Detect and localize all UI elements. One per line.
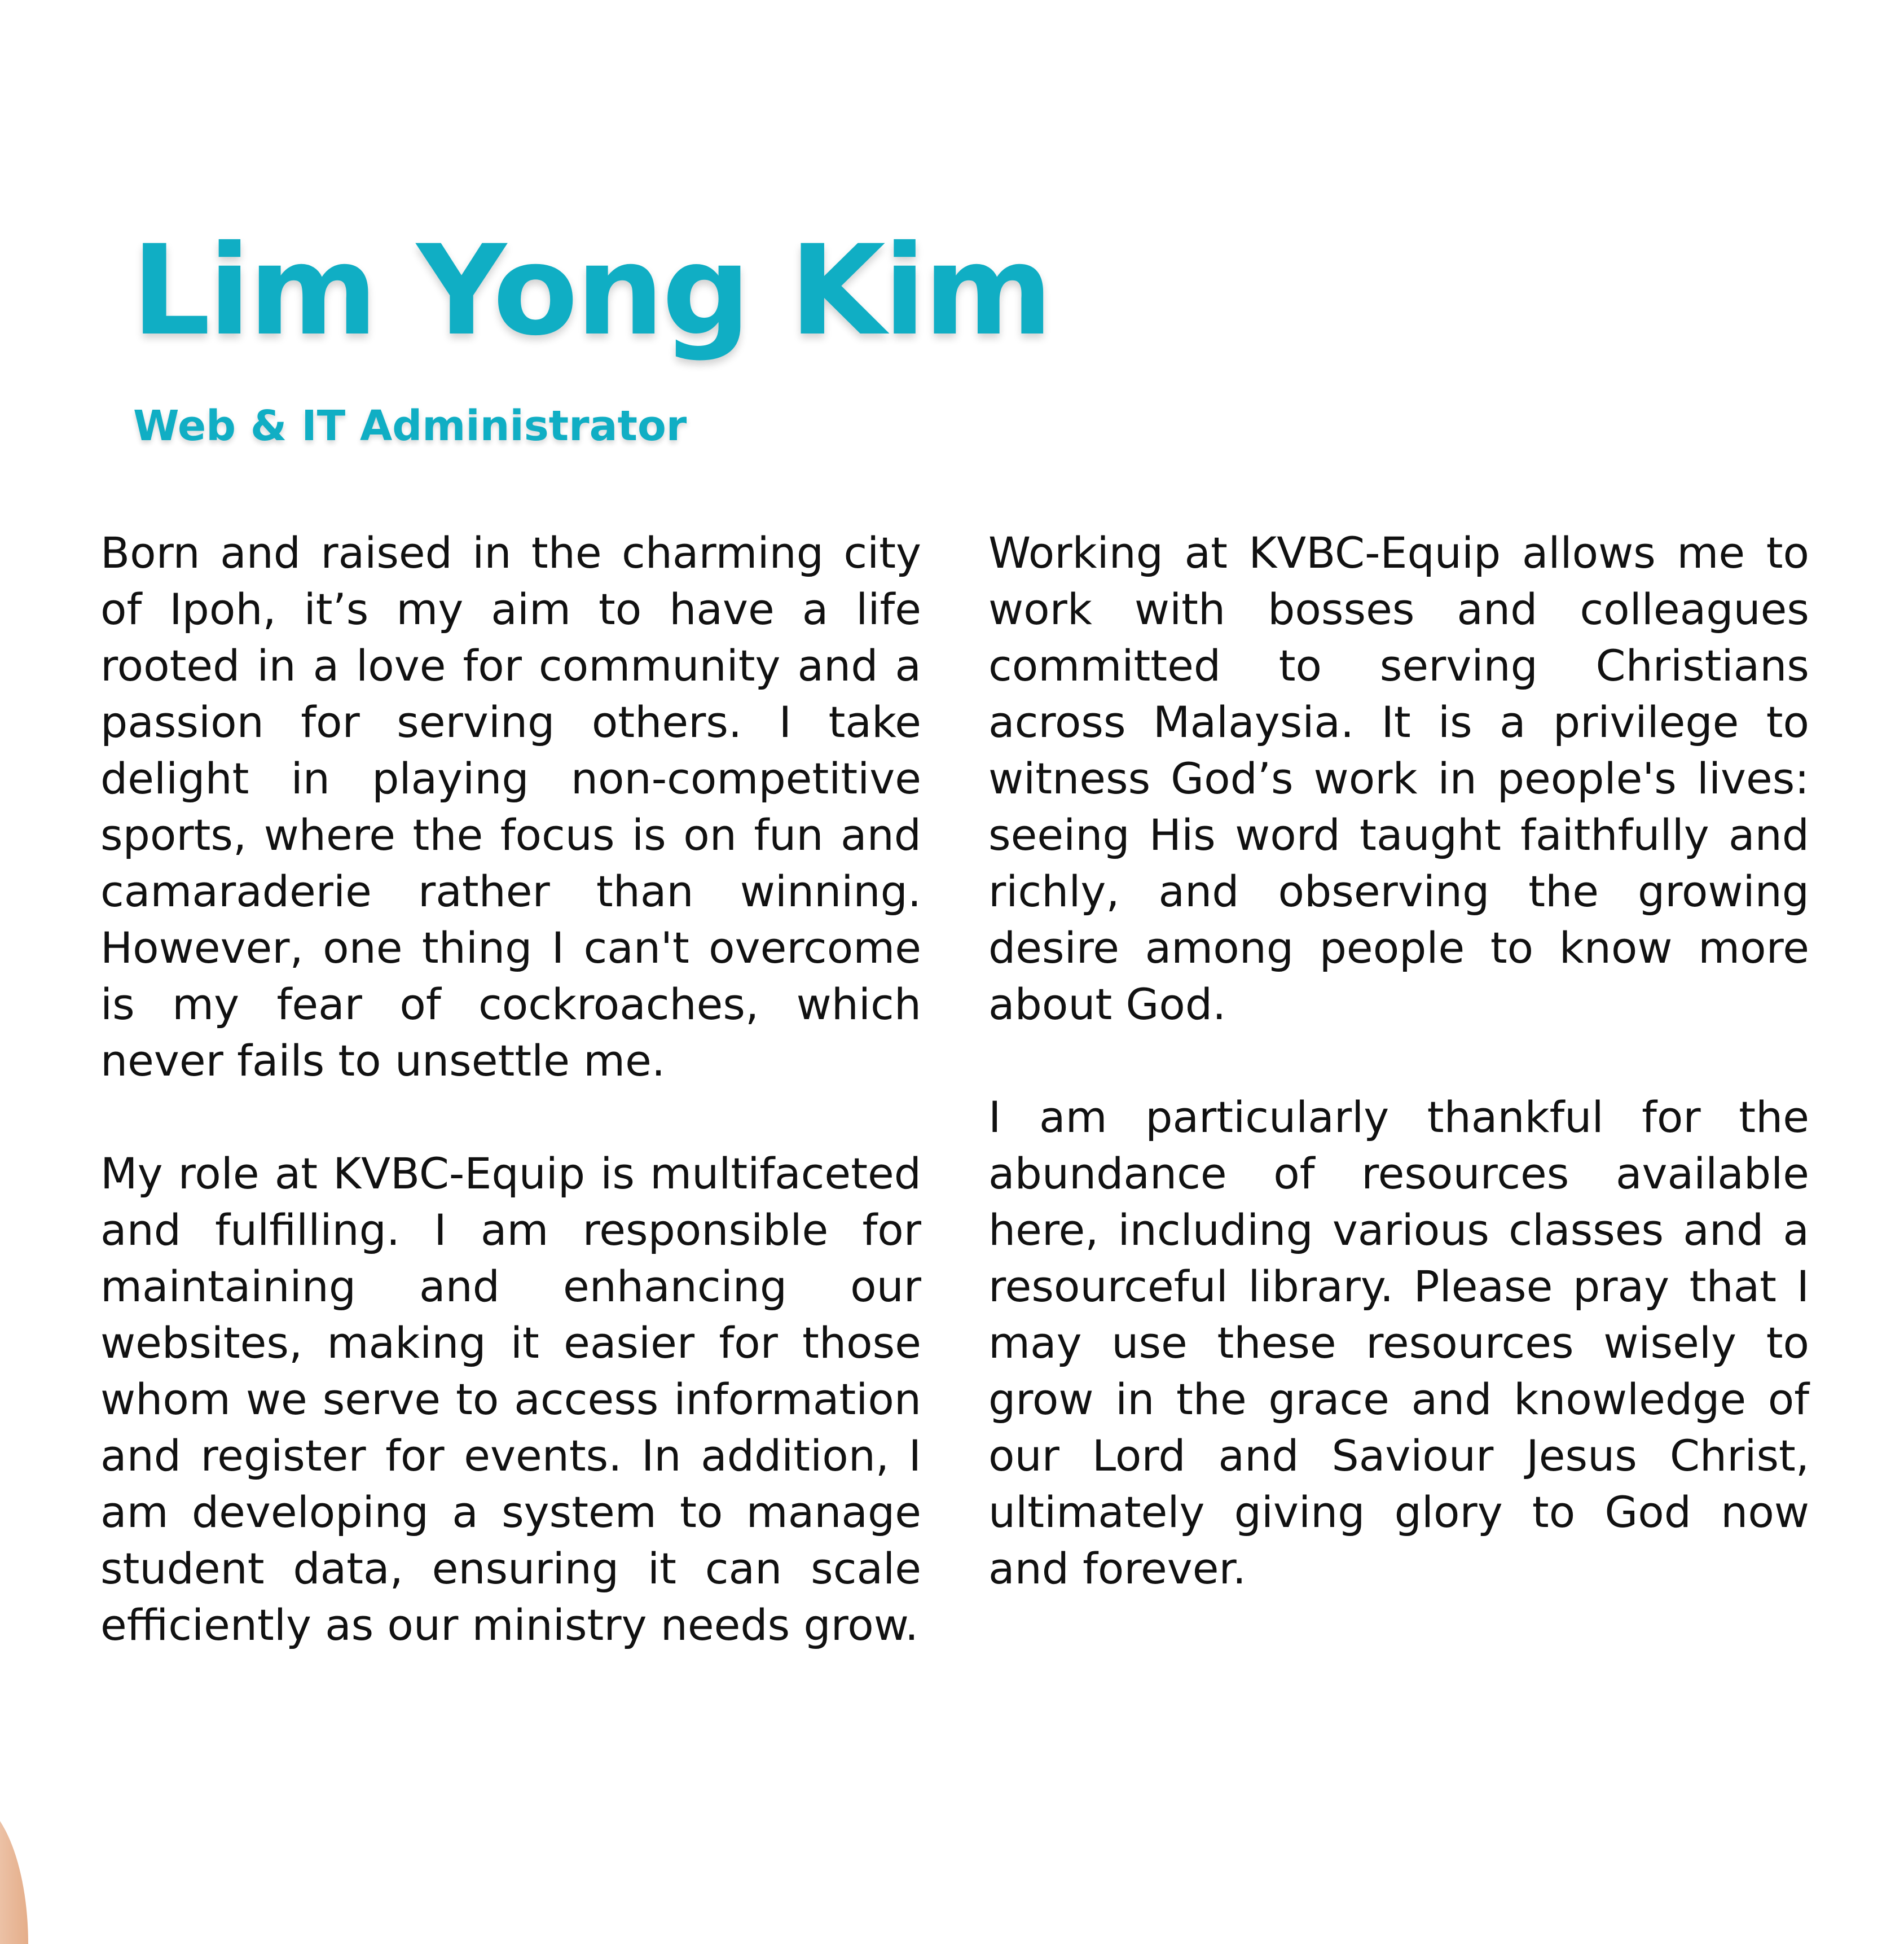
- decorative-corner-shape: [0, 1797, 28, 1944]
- right-text-column: [988, 525, 1809, 1597]
- job-title: Web & IT Administrator: [133, 402, 687, 450]
- person-name: Lim Yong Kim: [131, 218, 1051, 363]
- bio-paragraph-2: My role at KVBC-Equip is multifaceted and fulfilling. I am responsible for maintaining and enhancing our websites, making it easier for those whom we serve to access information and register for events. In addition, I am developing a system to manage student data, ensuring it can scale efficiently as our ministry needs grow.: [100, 1148, 921, 1650]
- bio-paragraph-3: Working at KVBC-Equip allows me to work with bosses and colleagues committed to serving Christians across Malaysia. It is a privilege to witness God’s work in people's lives: seeing His word taught faithfully and richly, and observing the growing desire among people to know more about God.: [988, 528, 1809, 1029]
- left-text-column: [100, 525, 921, 1653]
- bio-paragraph-1: Born and raised in the charming city of Ipoh, it’s my aim to have a life rooted in a love for community and a passion for serving others. I take delight in playing non-competitive sports, where the focus is on fun and camaraderie rather than winning. However, one thing I can't overcome is my fear of cockroaches, which never fails to unsettle me.: [100, 528, 921, 1086]
- bio-paragraph-4: I am particularly thankful for the abundance of resources available here, including various classes and a resourceful library. Please pray that I may use these resources wisely to grow in the grace and knowledge of our Lord and Saviour Jesus Christ, ultimately giving glory to God now and forever.: [988, 1092, 1809, 1594]
